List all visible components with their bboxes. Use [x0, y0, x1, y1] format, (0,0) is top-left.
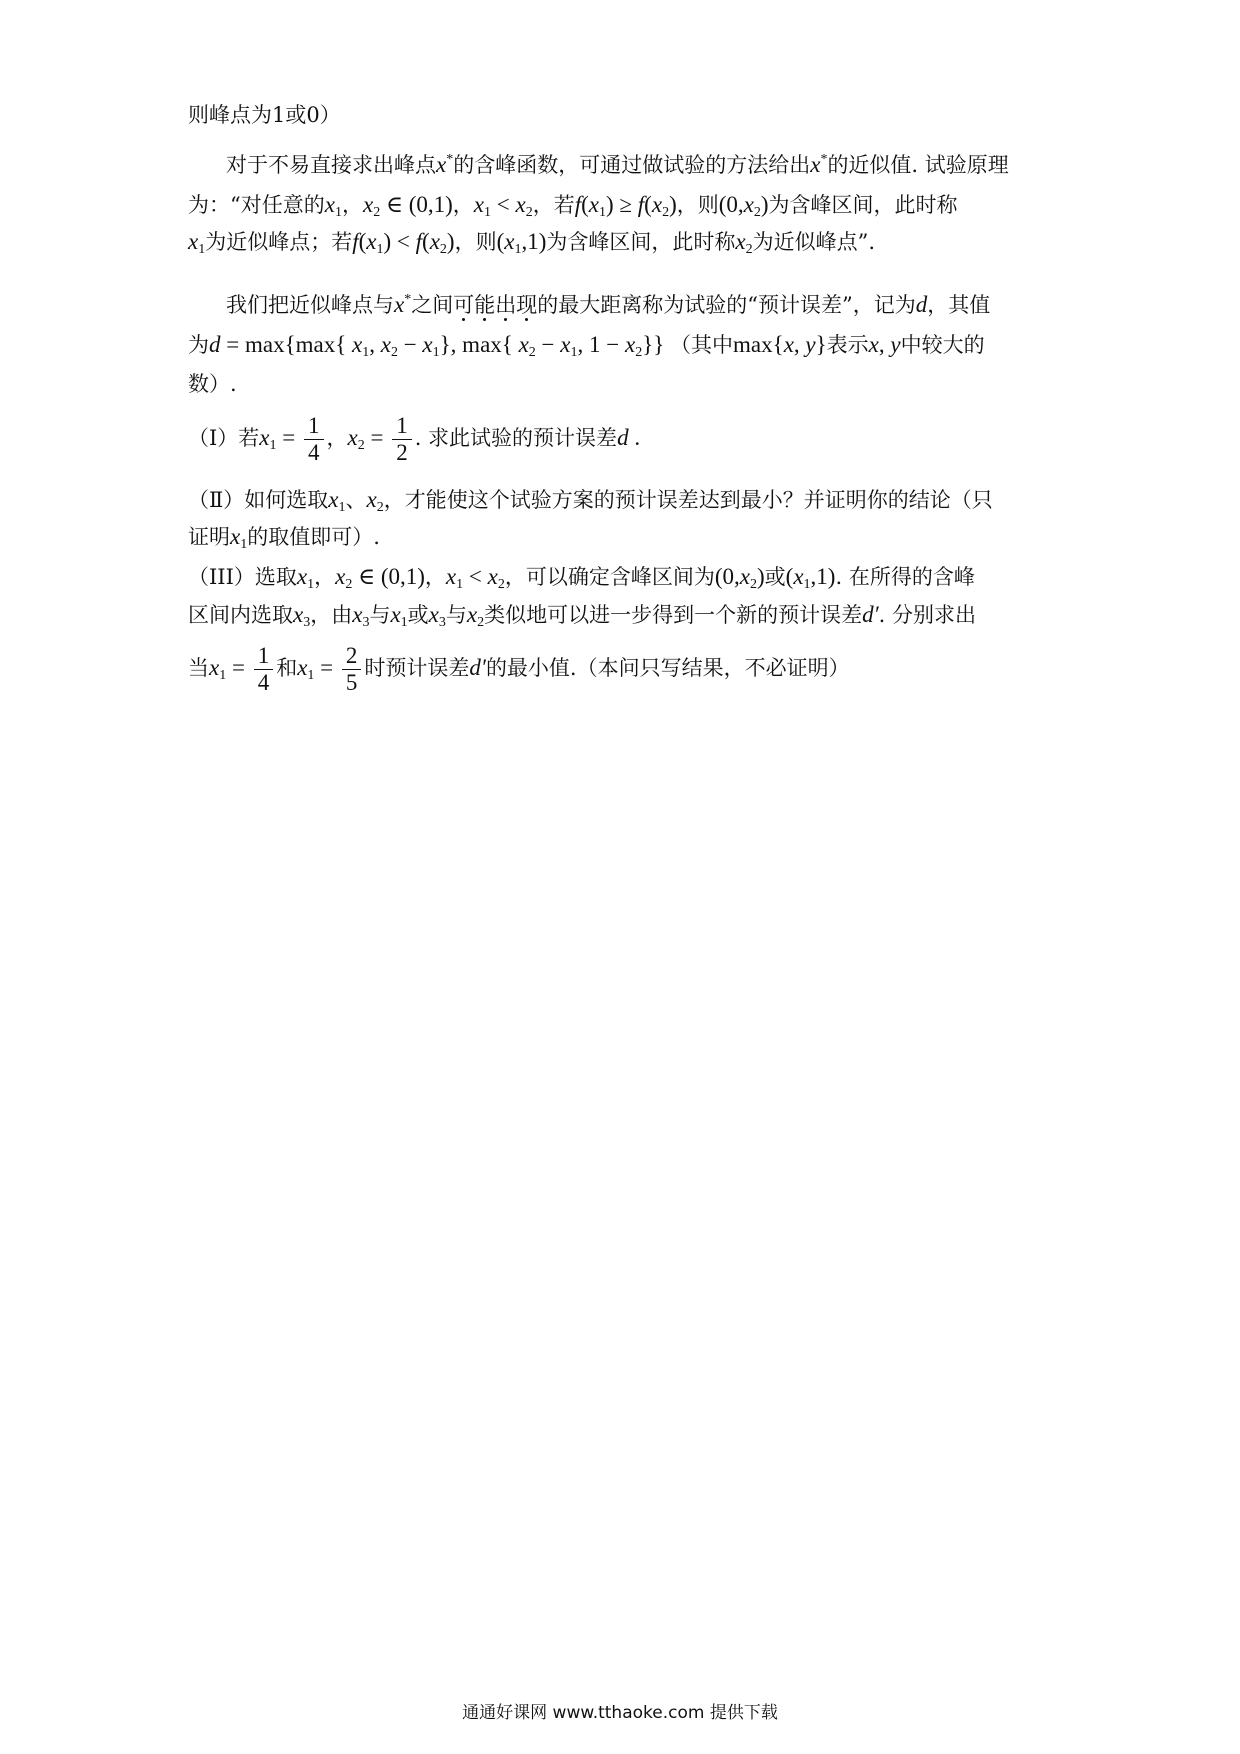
fraction-1-2: $\frac{1}{2}$ [392, 413, 412, 466]
question-2-line-2: 证明$x_1$的取值即可）. [188, 524, 380, 552]
text-line-6: 为d = max{max{ $x_1$, $x_2 - x_1$}, max{ $x_2 - x_1$, $1 - x_2$}} （其中max{x, y}表示x, y中较大的 [188, 332, 985, 360]
question-3-line-1: （III）选取$x_1$，$x_2$ ∈ (0,1)，$x_1 < x_2$，可以确定含峰区间为$(0,x_2)$或$(x_1,1)$. 在所得的含峰 [188, 564, 975, 592]
text-line-2: 对于不易直接求出峰点x*的含峰函数，可通过做试验的方法给出x*的近似值. 试验原理 [226, 152, 1009, 177]
fraction-2-5: $\frac{2}{5}$ [342, 643, 362, 696]
text-line-7: 数）. [188, 372, 237, 396]
page-footer: 通通好课网 www.tthaoke.com 提供下载 [462, 1703, 778, 1723]
question-3-line-2: 区间内选取$x_3$，由$x_3$与$x_1$或$x_3$与$x_2$类似地可以进一步得到一个新的预计误差d′. 分别求出 [188, 602, 976, 630]
text-line-5: 我们把近似峰点与x*之间可能出现的最大距离称为试验的“预计误差”，记为d，其值 [226, 292, 991, 317]
text-line-1 [188, 100, 1060, 130]
question-1: （Ⅰ）若$x_1$ = $\frac{1}{4}$ ，$x_2$ = $\frac{1}{2}$ . 求此试验的预计误差d . [188, 413, 641, 465]
fraction-1-4: $\frac{1}{4}$ [304, 413, 324, 466]
line-1-text: 则峰点为1或0） [188, 103, 341, 127]
text-line-3: 为：“对任意的$x_1$，$x_2$ ∈ (0,1)，$x_1 < x_2$，若$f(x_1) \ge f(x_2)$，则$(0,x_2)$为含峰区间，此时称 [188, 192, 958, 220]
question-3-line-3: 当$x_1$ = $\frac{1}{4}$ 和$x_1$ = $\frac{2}{5}$ 时预计误差d′的最小值.（本问只写结果，不必证明） [188, 643, 850, 695]
fraction-1-4-b: $\frac{1}{4}$ [254, 643, 274, 696]
question-2-line-1: （Ⅱ）如何选取$x_1$、$x_2$，才能使这个试验方案的预计误差达到最小？并证明你的结论（只 [188, 487, 993, 515]
text-line-4: $x_1$为近似峰点；若$f(x_1) < f(x_2)$，则$(x_1,1)$为含峰区间，此时称$x_2$为近似峰点”. [188, 229, 876, 257]
